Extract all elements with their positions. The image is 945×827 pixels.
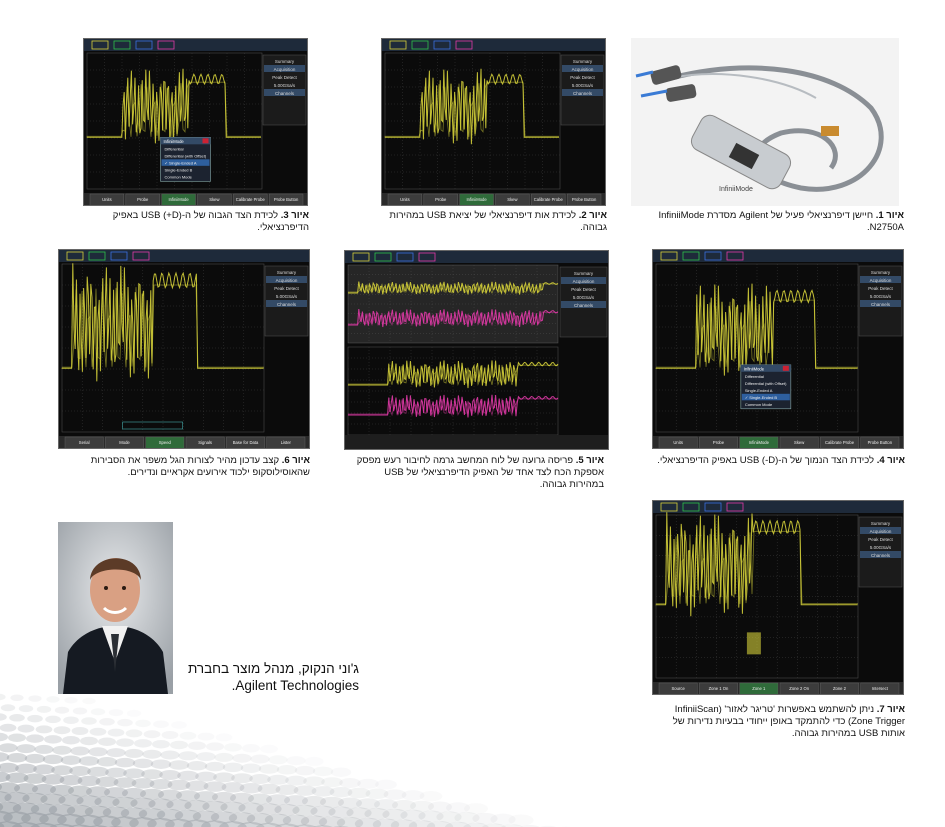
pattern-dot <box>0 733 8 742</box>
pattern-dot <box>52 746 71 755</box>
softkey-3[interactable] <box>186 437 224 449</box>
panel-text: Peak Detect <box>272 75 297 80</box>
pattern-dot <box>25 754 45 764</box>
panel-text: Summary <box>870 270 891 275</box>
panel-text: Acquisition <box>572 279 595 284</box>
pattern-dot <box>26 734 44 743</box>
pattern-dot <box>508 814 533 826</box>
svg-text:Single-Ended B: Single-Ended B <box>164 167 193 173</box>
panel-text: Acquisition <box>273 67 296 72</box>
pattern-dot <box>62 736 80 745</box>
pattern-dot <box>224 743 242 752</box>
pattern-dot <box>88 747 107 756</box>
figure-1-probe-photo <box>631 38 899 206</box>
pattern-dot <box>16 744 35 753</box>
svg-text:Probe: Probe <box>712 440 725 445</box>
caption-number: איור 4. <box>876 455 905 466</box>
panel-text: Peak Detect <box>868 286 893 291</box>
softkey-2[interactable] <box>740 437 778 449</box>
panel-text: Summary <box>276 270 297 275</box>
caption-text: קצב עדכון מהיר לצורות הגל משפר את הסבירות שהאוסילוסקופ ילכוד אירועים אקראיים ונדירים. <box>90 455 310 478</box>
softkey-2[interactable] <box>460 194 494 206</box>
softkey-5[interactable] <box>267 437 305 449</box>
softkey-5[interactable] <box>861 683 899 695</box>
pattern-dot <box>206 742 224 751</box>
panel-text: Channels <box>572 91 593 96</box>
caption-text: חיישן דיפרנציאלי פעיל של Agilent מסדרת InfiniiMode N2750A. <box>658 210 904 233</box>
svg-text:Calibrate Probe: Calibrate Probe <box>533 197 563 202</box>
pattern-dot <box>109 709 123 716</box>
svg-text:Probe Button: Probe Button <box>867 440 893 445</box>
panel-text: Summary <box>870 521 891 526</box>
figure-6-scope-screen <box>58 249 310 449</box>
caption-figure-2 <box>385 210 607 234</box>
softkey-4[interactable] <box>233 194 267 206</box>
caption-text: פריסה גרועה של לוח המחשב גרמה לחיבור רעש מפסק אספקת הכח לצד אחד של האפיק הדיפרנציאלי של USB במהירות גבוהה. <box>356 455 604 490</box>
pattern-dot <box>117 719 133 727</box>
pattern-dot <box>151 759 171 769</box>
pattern-dot <box>45 716 61 724</box>
svg-text:Skew: Skew <box>794 440 805 445</box>
pattern-dot <box>28 695 41 702</box>
softkey-1[interactable] <box>699 683 737 695</box>
probe-brand-label: InfiniiMode <box>719 186 753 193</box>
figure-4-scope-screen <box>652 249 904 449</box>
pattern-dot <box>7 753 27 763</box>
scope-waveform <box>345 251 609 450</box>
softkey-0[interactable] <box>65 437 103 449</box>
pattern-dot <box>169 760 189 770</box>
caption-text: לכידת הצד הנמוך של ה-USB (-D) באפיק הדיפרנציאלי. <box>657 455 875 466</box>
pattern-dot <box>63 716 79 724</box>
softkey-5[interactable] <box>861 437 899 449</box>
pattern-dot <box>64 697 77 704</box>
menu-item-2[interactable] <box>162 159 210 166</box>
pattern-dot <box>46 696 59 703</box>
close-icon[interactable] <box>783 366 789 371</box>
svg-text:Intersect: Intersect <box>871 686 888 691</box>
author-portrait <box>58 522 173 694</box>
menu-item-1[interactable] <box>745 381 787 386</box>
svg-text:Serial: Serial <box>78 440 90 445</box>
caption-figure-7 <box>665 704 905 740</box>
panel-text: Summary <box>274 59 295 64</box>
pattern-dot <box>196 752 215 761</box>
pattern-dot <box>153 720 169 728</box>
pattern-dot <box>0 694 6 701</box>
panel-text: Peak Detect <box>868 537 893 542</box>
svg-text:Common Mode: Common Mode <box>744 401 773 407</box>
caption-number: איור 1. <box>875 210 904 221</box>
caption-text: לכידת הצד הגבוה של ה-USB (+D) באפיק הדיפרנציאלי. <box>112 210 309 233</box>
panel-text: Acquisition <box>571 67 594 72</box>
caption-figure-3 <box>83 210 309 234</box>
panel-text: 5.00GSa/s <box>869 294 892 299</box>
pattern-dot <box>18 725 35 733</box>
svg-text:Mode: Mode <box>119 440 130 445</box>
pattern-dot <box>241 763 261 773</box>
pattern-dot <box>9 714 25 722</box>
svg-text:✓ Single-Ended B: ✓ Single-Ended B <box>744 394 778 400</box>
svg-text:Calibrate Probe: Calibrate Probe <box>824 440 855 445</box>
svg-text:Units: Units <box>673 440 683 445</box>
pattern-dot <box>160 751 179 760</box>
pattern-dot <box>135 720 151 728</box>
svg-text:Probe: Probe <box>137 197 149 202</box>
pattern-dot <box>116 738 134 747</box>
pattern-dot <box>91 708 105 715</box>
zone-box[interactable] <box>747 632 761 654</box>
pattern-dot <box>108 729 125 737</box>
svg-text:Source: Source <box>671 686 685 691</box>
panel-text: Peak Detect <box>571 287 596 292</box>
svg-text:Probe Button: Probe Button <box>273 197 299 202</box>
figure-7-scope-screen <box>652 500 904 695</box>
pattern-dot <box>81 717 97 725</box>
svg-text:Differential: Differential <box>164 146 184 152</box>
svg-text:Zone 2 On: Zone 2 On <box>789 686 810 691</box>
panel-text: 5.00GSa/s <box>869 545 892 550</box>
svg-text:Units: Units <box>400 197 410 202</box>
panel-text: Acquisition <box>275 278 298 283</box>
pattern-dot <box>10 695 23 702</box>
softkey-4[interactable] <box>531 194 565 206</box>
pattern-dot <box>304 757 323 766</box>
softkey-2[interactable] <box>740 683 778 695</box>
probe-image <box>631 38 899 206</box>
panel-text: Acquisition <box>869 529 892 534</box>
pattern-dot <box>55 707 69 714</box>
menu-item-3[interactable] <box>742 394 790 401</box>
svg-text:Zone 2: Zone 2 <box>832 686 847 691</box>
menu-item-4[interactable] <box>745 402 773 407</box>
menu-item-4[interactable] <box>165 174 193 179</box>
panel-text: 5.00GSa/s <box>571 83 594 88</box>
caption-number: איור 5. <box>575 455 604 466</box>
pattern-dot <box>232 754 251 763</box>
panel-text: 5.00GSa/s <box>275 294 298 299</box>
close-icon[interactable] <box>203 138 209 143</box>
pattern-dot <box>106 748 125 757</box>
pattern-dot <box>54 726 71 734</box>
pattern-dot <box>198 733 215 741</box>
scope-waveform <box>59 250 310 449</box>
pattern-dot <box>420 791 443 802</box>
softkey-5[interactable] <box>567 194 601 206</box>
caption-figure-1 <box>622 210 904 234</box>
softkey-3[interactable] <box>496 194 530 206</box>
svg-text:Differential (with Offset): Differential (with Offset) <box>744 380 787 386</box>
svg-text:Zone 1: Zone 1 <box>752 686 766 691</box>
caption-number: איור 3. <box>280 210 309 221</box>
svg-text:Zone 1 On: Zone 1 On <box>708 686 729 691</box>
softkey-0[interactable] <box>388 194 422 206</box>
pattern-dot <box>0 724 16 732</box>
caption-figure-4 <box>655 455 905 467</box>
panel-text: 5.00GSa/s <box>572 295 595 300</box>
pattern-dot <box>188 742 206 751</box>
pattern-dot <box>464 803 488 814</box>
softkey-0[interactable] <box>90 194 124 206</box>
pattern-dot <box>124 749 143 758</box>
decorative-dot-pattern <box>0 690 700 827</box>
panel-text: Channels <box>274 91 295 96</box>
scope-waveform <box>382 39 606 206</box>
svg-text:Skew: Skew <box>209 197 220 202</box>
pattern-dot <box>242 744 260 753</box>
softkey-1[interactable] <box>424 194 458 206</box>
zoom-overview-shade <box>348 265 558 343</box>
panel-text: 5.00GSa/s <box>273 83 296 88</box>
pattern-dot <box>152 740 170 749</box>
author-photo-image <box>58 522 173 694</box>
caption-text: ניתן להשתמש באפשרות 'טריגר לאזור' (InfiniiScan Zone Trigger) כדי להתמקד באופן ייחודי בבעיות נדירות של אותות USB במהירות גבוהה. <box>672 704 905 739</box>
pattern-dot <box>61 755 81 765</box>
pattern-dot <box>1 704 15 711</box>
softkey-4[interactable] <box>226 437 264 449</box>
pattern-dot <box>72 727 89 735</box>
softkey-5[interactable] <box>269 194 303 206</box>
menu-item-3[interactable] <box>165 167 193 172</box>
panel-text: Peak Detect <box>274 286 299 291</box>
svg-text:Skew: Skew <box>507 197 518 202</box>
pattern-dot <box>115 758 135 768</box>
softkey-3[interactable] <box>198 194 232 206</box>
softkey-1[interactable] <box>699 437 737 449</box>
pattern-dot <box>82 698 95 705</box>
caption-figure-5 <box>350 455 604 491</box>
caption-number: איור 2. <box>578 210 607 221</box>
softkey-2[interactable] <box>146 437 184 449</box>
panel-text: Summary <box>573 271 594 276</box>
softkey-4[interactable] <box>820 437 858 449</box>
pattern-dot <box>214 753 233 762</box>
panel-text: Acquisition <box>869 278 892 283</box>
pattern-dot <box>36 725 53 733</box>
svg-text:Common Mode: Common Mode <box>164 174 192 180</box>
svg-text:InfiniiMode: InfiniiMode <box>168 197 189 202</box>
pattern-dot <box>260 745 278 754</box>
pattern-dot <box>277 765 297 775</box>
pattern-dot <box>80 737 98 746</box>
pattern-dot <box>37 706 51 713</box>
pattern-dot <box>99 718 115 726</box>
menu-item-2[interactable] <box>745 388 773 393</box>
pattern-dot <box>375 780 397 790</box>
panel-text: Channels <box>870 302 891 307</box>
panel-text: Channels <box>276 302 297 307</box>
svg-text:Differential: Differential <box>744 373 764 379</box>
pattern-dot <box>8 734 26 743</box>
svg-text:Probe: Probe <box>435 197 447 202</box>
panel-text: Channels <box>870 553 891 558</box>
pattern-dot <box>98 738 116 747</box>
figure-3-scope-screen <box>83 38 308 206</box>
panel-text: Peak Detect <box>570 75 595 80</box>
pattern-dot <box>187 761 207 771</box>
pattern-dot <box>180 732 197 740</box>
softkey-4[interactable] <box>820 683 858 695</box>
svg-text:✓ Single-Ended A: ✓ Single-Ended A <box>164 160 197 166</box>
softkey-0[interactable] <box>659 437 697 449</box>
caption-number: איור 7. <box>876 704 905 715</box>
softkey-1[interactable] <box>126 194 160 206</box>
svg-text:Probe Button: Probe Button <box>571 197 597 202</box>
svg-text:Signals: Signals <box>198 440 213 445</box>
svg-text:InfiniiMode: InfiniiMode <box>466 197 487 202</box>
svg-text:Single-Ended A: Single-Ended A <box>744 387 773 393</box>
scope-waveform <box>653 501 904 695</box>
pattern-dot <box>170 741 188 750</box>
panel-text: Channels <box>573 303 594 308</box>
softkey-3[interactable] <box>780 437 818 449</box>
pattern-dot <box>205 762 225 772</box>
pattern-dot <box>127 710 141 717</box>
pattern-dot <box>0 713 7 721</box>
svg-text:Speed: Speed <box>158 440 171 445</box>
menu-title: InfiniiMode <box>163 138 184 144</box>
svg-text:Units: Units <box>102 197 112 202</box>
pattern-dot <box>259 764 279 774</box>
svg-text:Differential (with Offset): Differential (with Offset) <box>164 153 207 159</box>
pattern-dot <box>0 743 18 752</box>
pattern-dot <box>313 767 333 777</box>
pattern-dot <box>90 728 107 736</box>
menu-item-0[interactable] <box>165 146 184 151</box>
pattern-dot <box>178 751 197 760</box>
pattern-dot <box>142 750 161 759</box>
author-bio: ג'וני הנקוק, מנהל מוצר בחברת Agilent Technologies. <box>187 661 359 693</box>
figure-2-scope-screen <box>381 38 606 206</box>
menu-item-0[interactable] <box>745 374 764 379</box>
pattern-dot <box>162 731 179 739</box>
svg-text:InfiniiMode: InfiniiMode <box>748 440 769 445</box>
pattern-dot <box>19 705 33 712</box>
softkey-2[interactable] <box>162 194 196 206</box>
pattern-dot <box>250 755 269 764</box>
pattern-dot <box>97 757 117 767</box>
menu-item-1[interactable] <box>165 153 207 158</box>
pattern-dot <box>216 733 233 741</box>
svg-text:Lister: Lister <box>280 440 291 445</box>
pattern-dot <box>286 756 305 765</box>
scope-waveform <box>653 250 904 449</box>
pattern-dot <box>144 730 161 738</box>
pattern-dot <box>70 747 89 756</box>
softkey-1[interactable] <box>105 437 143 449</box>
pattern-dot <box>331 767 351 777</box>
pattern-dot <box>134 739 152 748</box>
pattern-dot <box>223 763 243 773</box>
pattern-dot <box>133 759 153 769</box>
pattern-dot <box>34 745 53 754</box>
pattern-dot <box>44 735 62 744</box>
caption-text: לכידת אות דיפרנציאלי של יציאת USB במהירות גבוהה. <box>389 210 607 233</box>
pattern-dot <box>295 766 315 776</box>
caption-number: איור 6. <box>281 455 310 466</box>
pattern-dot <box>126 729 143 737</box>
pattern-dot <box>43 755 63 765</box>
caption-figure-6 <box>58 455 310 479</box>
pattern-dot <box>268 755 287 764</box>
pattern-dot <box>73 708 87 715</box>
menu-title: InfiniiMode <box>743 366 765 372</box>
pattern-dot <box>27 715 43 723</box>
figure-5-scope-screen <box>344 250 609 450</box>
pattern-dot <box>171 721 187 729</box>
status-bar <box>345 435 609 450</box>
svg-text:Base for Data: Base for Data <box>232 440 259 445</box>
softkey-3[interactable] <box>780 683 818 695</box>
scope-waveform <box>84 39 308 206</box>
svg-text:Calibrate Probe: Calibrate Probe <box>235 197 265 202</box>
panel-text: Summary <box>572 59 593 64</box>
pattern-dot <box>79 756 99 766</box>
